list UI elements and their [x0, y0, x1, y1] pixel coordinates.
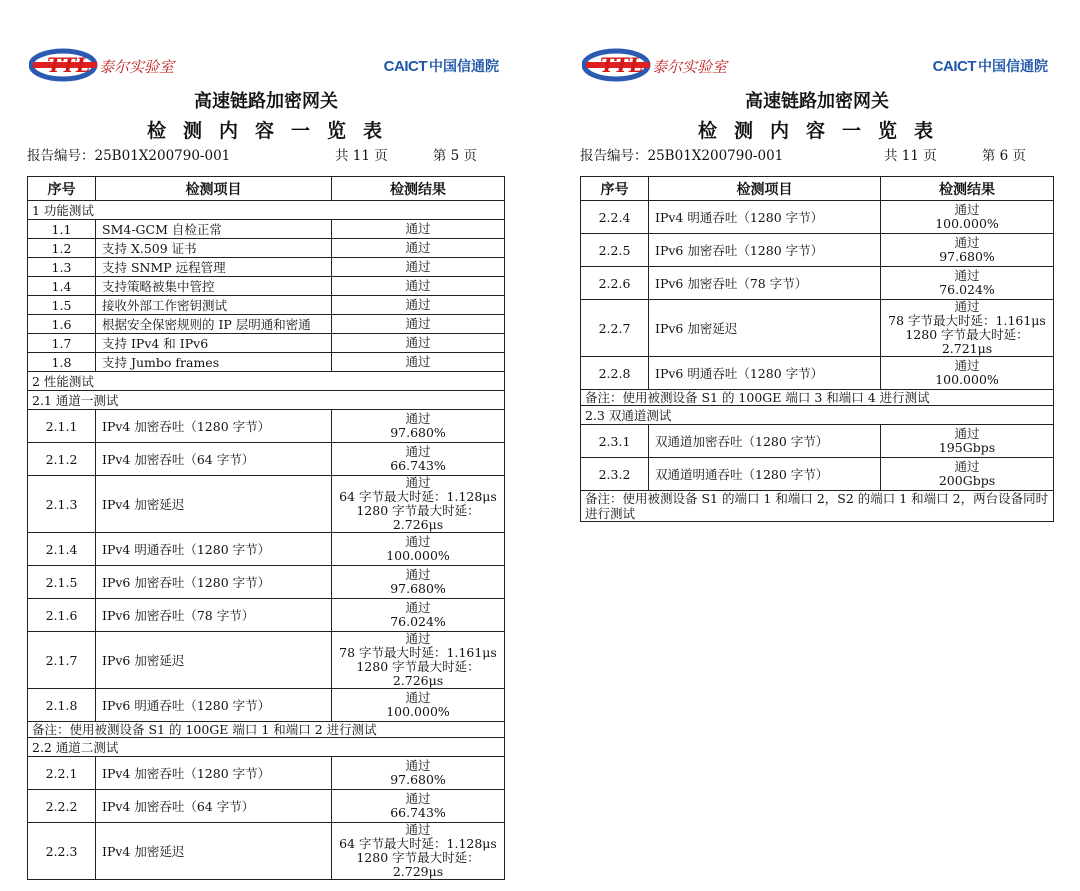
row-result: [332, 476, 505, 533]
result-status: 通过: [405, 444, 431, 459]
row-item: 根据安全保密规则的 IP 层明通和密通: [96, 315, 332, 334]
row-no: 1.5: [28, 296, 96, 315]
result-status: 通过: [954, 358, 980, 373]
result-status: 通过: [405, 822, 431, 837]
result-value: 78 字节最大时延：1.161μs: [339, 645, 497, 660]
col-header-item: 检测项目: [649, 177, 881, 201]
row-result: [332, 689, 505, 722]
row-no: 2.1.2: [28, 443, 96, 476]
result-value: 100.000%: [386, 548, 450, 563]
result-value: 64 字节最大时延：1.128μs: [339, 489, 497, 504]
row-no: 1.7: [28, 334, 96, 353]
logo-row: [580, 44, 1054, 84]
section-heading: 2 性能测试: [28, 372, 505, 391]
row-item: SM4-GCM 自检正常: [96, 220, 332, 239]
col-header-result: 检测结果: [881, 177, 1054, 201]
row-no: 2.2.8: [581, 357, 649, 390]
result-value: 97.680%: [939, 249, 995, 264]
table-row: [581, 357, 1054, 390]
caict-logo: [933, 56, 1048, 76]
caict-logo: [384, 56, 499, 76]
row-no: 2.3.1: [581, 425, 649, 458]
result-status: 通过: [954, 268, 980, 283]
row-result: [332, 599, 505, 632]
result-value: 78 字节最大时延：1.161μs: [888, 313, 1046, 328]
results-table: [580, 176, 1054, 522]
row-item: 接收外部工作密钥测试: [96, 296, 332, 315]
table-row: [28, 410, 505, 443]
document-subtitle: 检测内容一览表: [697, 120, 950, 142]
row-result: [881, 267, 1054, 300]
row-item: IPv6 加密延迟: [649, 300, 881, 357]
row-result: [332, 823, 505, 880]
row-no: 1.4: [28, 277, 96, 296]
row-no: 2.3.2: [581, 458, 649, 491]
document-title: 高速链路加密网关: [194, 91, 338, 112]
row-result: 通过: [332, 239, 505, 258]
row-no: 2.2.2: [28, 790, 96, 823]
results-table: [27, 176, 505, 880]
row-item: IPv4 加密延迟: [96, 823, 332, 880]
section-heading: 2.1 通道一测试: [28, 391, 505, 410]
result-status: 通过: [405, 631, 431, 646]
result-value: 97.680%: [390, 425, 446, 440]
table-row: [581, 458, 1054, 491]
result-status: 通过: [405, 758, 431, 773]
caict-logo-text: CAICT: [932, 57, 976, 75]
row-result: [881, 458, 1054, 491]
row-no: 2.2.4: [581, 201, 649, 234]
table-row: [28, 476, 505, 533]
report-page-6: [580, 0, 1054, 522]
row-result: 通过: [332, 334, 505, 353]
table-row: [28, 353, 505, 372]
page-number: 第 6 页: [981, 148, 1026, 164]
row-no: 1.6: [28, 315, 96, 334]
table-row: [28, 220, 505, 239]
page-number: 第 5 页: [432, 148, 477, 164]
table-row: [581, 234, 1054, 267]
row-item: IPv6 加密吞吐（78 字节）: [649, 267, 881, 300]
result-value: 64 字节最大时延：1.128μs: [339, 836, 497, 851]
result-value: 1280 字节最大时延：2.729μs: [356, 850, 480, 879]
result-status: 通过: [405, 411, 431, 426]
report-page-5: [27, 0, 505, 880]
table-note: 备注：使用被测设备 S1 的 100GE 端口 3 和端口 4 进行测试: [581, 390, 1054, 406]
table-row: [28, 823, 505, 880]
result-value: 97.680%: [390, 772, 446, 787]
row-no: 2.1.5: [28, 566, 96, 599]
result-value: 1280 字节最大时延：2.726μs: [356, 503, 480, 532]
result-status: 通过: [954, 426, 980, 441]
row-result: 通过: [332, 296, 505, 315]
result-status: 通过: [405, 475, 431, 490]
row-result: [332, 443, 505, 476]
row-no: 1.2: [28, 239, 96, 258]
table-row: [581, 267, 1054, 300]
row-item: 支持策略被集中管控: [96, 277, 332, 296]
row-result: 通过: [332, 315, 505, 334]
caict-cn-name: 中国信通院: [429, 59, 499, 75]
row-no: 1.8: [28, 353, 96, 372]
row-item: IPv4 明通吞吐（1280 字节）: [96, 533, 332, 566]
row-item: IPv4 加密吞吐（64 字节）: [96, 443, 332, 476]
row-result: [332, 790, 505, 823]
table-row: [28, 566, 505, 599]
document-title: 高速链路加密网关: [745, 91, 889, 112]
result-value: 195Gbps: [938, 440, 996, 455]
table-note: 备注：使用被测设备 S1 的端口 1 和端口 2，S2 的端口 1 和端口 2，两台设备同时进行测试: [581, 491, 1054, 522]
table-row: [581, 201, 1054, 234]
table-header-row: [28, 177, 505, 201]
row-no: 2.2.5: [581, 234, 649, 267]
row-no: 2.2.1: [28, 757, 96, 790]
row-result: 通过: [332, 220, 505, 239]
row-item: IPv4 加密吞吐（1280 字节）: [96, 410, 332, 443]
row-result: [881, 234, 1054, 267]
result-value: 76.024%: [390, 614, 446, 629]
ttl-lab-name: 泰尔实验室: [99, 58, 175, 76]
row-result: [881, 357, 1054, 390]
result-status: 通过: [405, 534, 431, 549]
row-no: 2.1.4: [28, 533, 96, 566]
result-status: 通过: [954, 459, 980, 474]
table-row: [28, 239, 505, 258]
row-item: IPv6 加密吞吐（1280 字节）: [96, 566, 332, 599]
ttl-lab-name: 泰尔实验室: [652, 58, 728, 76]
row-result: [332, 410, 505, 443]
table-row: [28, 689, 505, 722]
result-status: 通过: [405, 600, 431, 615]
caict-logo-text: CAICT: [383, 57, 427, 75]
result-value: 66.743%: [390, 805, 446, 820]
row-item: IPv6 明通吞吐（1280 字节）: [96, 689, 332, 722]
row-item: 支持 SNMP 远程管理: [96, 258, 332, 277]
col-header-result: 检测结果: [332, 177, 505, 201]
row-no: 2.1.8: [28, 689, 96, 722]
result-value: 200Gbps: [938, 473, 996, 488]
row-item: IPv6 加密延迟: [96, 632, 332, 689]
document-subtitle: 检测内容一览表: [146, 120, 399, 142]
table-row: [28, 443, 505, 476]
table-row: [28, 533, 505, 566]
table-row: [28, 790, 505, 823]
row-result: [881, 300, 1054, 357]
row-item: 支持 X.509 证书: [96, 239, 332, 258]
result-value: 100.000%: [935, 216, 999, 231]
row-no: 2.1.7: [28, 632, 96, 689]
col-header-no: 序号: [581, 177, 649, 201]
ttl-logo: [582, 46, 742, 84]
row-no: 2.2.3: [28, 823, 96, 880]
table-row: [28, 757, 505, 790]
table-row: [28, 277, 505, 296]
result-status: 通过: [405, 690, 431, 705]
result-status: 通过: [954, 299, 980, 314]
row-result: [881, 425, 1054, 458]
total-pages: 共 11 页: [335, 148, 388, 164]
row-result: [332, 757, 505, 790]
table-row: [581, 425, 1054, 458]
result-value: 66.743%: [390, 458, 446, 473]
row-result: [332, 533, 505, 566]
row-no: 2.1.6: [28, 599, 96, 632]
row-item: 支持 Jumbo frames: [96, 353, 332, 372]
col-header-no: 序号: [28, 177, 96, 201]
row-no: 2.2.6: [581, 267, 649, 300]
row-result: 通过: [332, 277, 505, 296]
row-result: 通过: [332, 353, 505, 372]
table-row: [28, 315, 505, 334]
logo-row: [27, 44, 505, 84]
section-heading: 2.3 双通道测试: [581, 406, 1054, 425]
result-status: 通过: [405, 567, 431, 582]
caict-cn-name: 中国信通院: [978, 59, 1048, 75]
row-no: 2.1.1: [28, 410, 96, 443]
row-result: [332, 566, 505, 599]
ttl-logo: [29, 46, 189, 84]
row-result: 通过: [332, 258, 505, 277]
row-no: 1.1: [28, 220, 96, 239]
result-status: 通过: [405, 791, 431, 806]
result-value: 100.000%: [386, 704, 450, 719]
result-value: 100.000%: [935, 372, 999, 387]
result-value: 97.680%: [390, 581, 446, 596]
row-no: 2.1.3: [28, 476, 96, 533]
report-number: 报告编号：25B01X200790-001: [27, 148, 231, 164]
table-row: [28, 632, 505, 689]
row-result: [332, 632, 505, 689]
result-value: 1280 字节最大时延：2.726μs: [356, 659, 480, 688]
row-item: IPv6 明通吞吐（1280 字节）: [649, 357, 881, 390]
row-item: 双通道加密吞吐（1280 字节）: [649, 425, 881, 458]
row-item: IPv4 加密吞吐（1280 字节）: [96, 757, 332, 790]
result-value: 1280 字节最大时延：2.721μs: [905, 327, 1029, 356]
report-number: 报告编号：25B01X200790-001: [580, 148, 784, 164]
row-item: 支持 IPv4 和 IPv6: [96, 334, 332, 353]
section-heading: 2.2 通道二测试: [28, 738, 505, 757]
table-row: [28, 296, 505, 315]
row-no: 2.2.7: [581, 300, 649, 357]
table-row: [28, 599, 505, 632]
row-item: IPv6 加密吞吐（78 字节）: [96, 599, 332, 632]
ttl-logo-text: TTL: [47, 53, 91, 77]
table-header-row: [581, 177, 1054, 201]
result-status: 通过: [954, 202, 980, 217]
result-status: 通过: [954, 235, 980, 250]
row-item: IPv4 加密延迟: [96, 476, 332, 533]
table-row: [28, 334, 505, 353]
row-item: IPv4 明通吞吐（1280 字节）: [649, 201, 881, 234]
total-pages: 共 11 页: [884, 148, 937, 164]
result-value: 76.024%: [939, 282, 995, 297]
report-info-line: [27, 146, 505, 166]
row-item: IPv4 加密吞吐（64 字节）: [96, 790, 332, 823]
row-result: [881, 201, 1054, 234]
table-note: 备注：使用被测设备 S1 的 100GE 端口 1 和端口 2 进行测试: [28, 722, 505, 738]
section-heading: 1 功能测试: [28, 201, 505, 220]
table-row: [581, 300, 1054, 357]
col-header-item: 检测项目: [96, 177, 332, 201]
row-no: 1.3: [28, 258, 96, 277]
table-row: [28, 258, 505, 277]
row-item: 双通道明通吞吐（1280 字节）: [649, 458, 881, 491]
row-item: IPv6 加密吞吐（1280 字节）: [649, 234, 881, 267]
ttl-logo-text: TTL: [600, 53, 644, 77]
report-info-line: [580, 146, 1054, 166]
